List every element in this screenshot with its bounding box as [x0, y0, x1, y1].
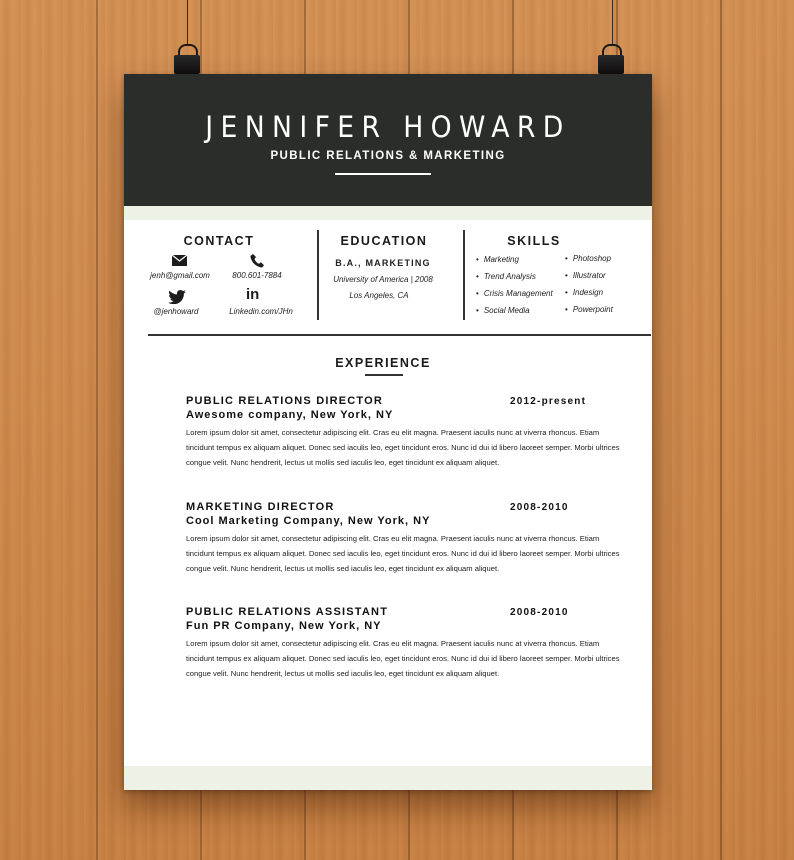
job-title: PUBLIC RELATIONS ASSISTANT [186, 606, 389, 618]
header-divider [335, 173, 431, 175]
contact-heading: CONTACT [183, 234, 255, 248]
education-location: Los Angeles, CA [349, 291, 409, 300]
job-description: Lorem ipsum dolor sit amet, consectetur adipiscing elit. Cras eu elit magna. Praesent iaculis nunc at viverra rhoncus. Etiam tincidunt tempus ex aliquam aliquet. Donec sed iaculis leo, eget tincidunt eros. Nunc id dui id libero laoreet semper. Morbi ultrices congue velit. Nunc hendrerit, lectus ut mollis sed iaculis leo, eget tincidunt ex aliquam aliquet. [186, 428, 620, 467]
skills-heading: SKILLS [507, 234, 561, 248]
accent-band-bottom [124, 766, 652, 790]
contact-email: jenh@gmail.com [150, 271, 210, 280]
job-description: Lorem ipsum dolor sit amet, consectetur adipiscing elit. Cras eu elit magna. Praesent iaculis nunc at viverra rhoncus. Etiam tincidunt tempus ex aliquam aliquet. Donec sed iaculis leo, eget tincidunt eros. Nunc id dui id libero laoreet semper. Morbi ultrices congue velit. Nunc hendrerit, lectus ut mollis sed iaculis leo, eget tincidunt ex aliquam aliquet. [186, 534, 620, 573]
job-date: 2008-2010 [510, 607, 569, 618]
skill-item: • Photoshop [565, 254, 611, 263]
contact-twitter: @jenhoward [153, 307, 199, 316]
skill-item: • Indesign [565, 288, 603, 297]
section-divider [148, 334, 651, 336]
experience-heading: EXPERIENCE [335, 356, 431, 370]
envelope-icon [172, 255, 187, 266]
column-divider-1 [317, 230, 319, 320]
phone-icon [250, 254, 264, 268]
column-divider-2 [463, 230, 465, 320]
experience-underline [365, 374, 403, 376]
binder-clip-icon [174, 44, 200, 74]
skill-item: • Social Media [476, 306, 530, 315]
skill-item: • Illustrator [565, 271, 606, 280]
hanging-string-left [187, 0, 188, 46]
education-school: University of America | 2008 [333, 275, 433, 284]
resume-sheet [124, 74, 652, 790]
skill-item: • Trend Analysis [476, 272, 536, 281]
job-date: 2008-2010 [510, 502, 569, 513]
resume-header [124, 74, 652, 206]
education-heading: EDUCATION [340, 234, 428, 248]
job-company: Fun PR Company, New York, NY [186, 620, 382, 632]
hanging-string-right [612, 0, 613, 46]
education-degree: B.A., MARKETING [335, 258, 431, 268]
resume-title: PUBLIC RELATIONS & MARKETING [270, 150, 506, 162]
contact-phone: 800.601-7884 [232, 271, 282, 280]
job-company: Cool Marketing Company, New York, NY [186, 515, 431, 527]
accent-band-top [124, 206, 652, 220]
twitter-bird-icon [168, 290, 186, 304]
skill-item: • Powerpoint [565, 305, 613, 314]
job-description: Lorem ipsum dolor sit amet, consectetur adipiscing elit. Cras eu elit magna. Praesent iaculis nunc at viverra rhoncus. Etiam tincidunt tempus ex aliquam aliquet. Donec sed iaculis leo, eget tincidunt eros. Nunc id dui id libero laoreet semper. Morbi ultrices congue velit. Nunc hendrerit, lectus ut mollis sed iaculis leo, eget tincidunt ex aliquam aliquet. [186, 639, 620, 678]
skill-item: • Marketing [476, 255, 519, 264]
contact-linkedin: Linkedin.com/JHn [229, 307, 293, 316]
job-title: PUBLIC RELATIONS DIRECTOR [186, 395, 384, 407]
job-company: Awesome company, New York, NY [186, 409, 394, 421]
resume-name: JENNIFER HOWARD [205, 110, 571, 144]
linkedin-icon: in [246, 286, 260, 303]
skill-item: • Crisis Management [476, 289, 553, 298]
job-title: MARKETING DIRECTOR [186, 501, 335, 513]
job-date: 2012-present [510, 396, 587, 407]
binder-clip-icon [598, 44, 624, 74]
